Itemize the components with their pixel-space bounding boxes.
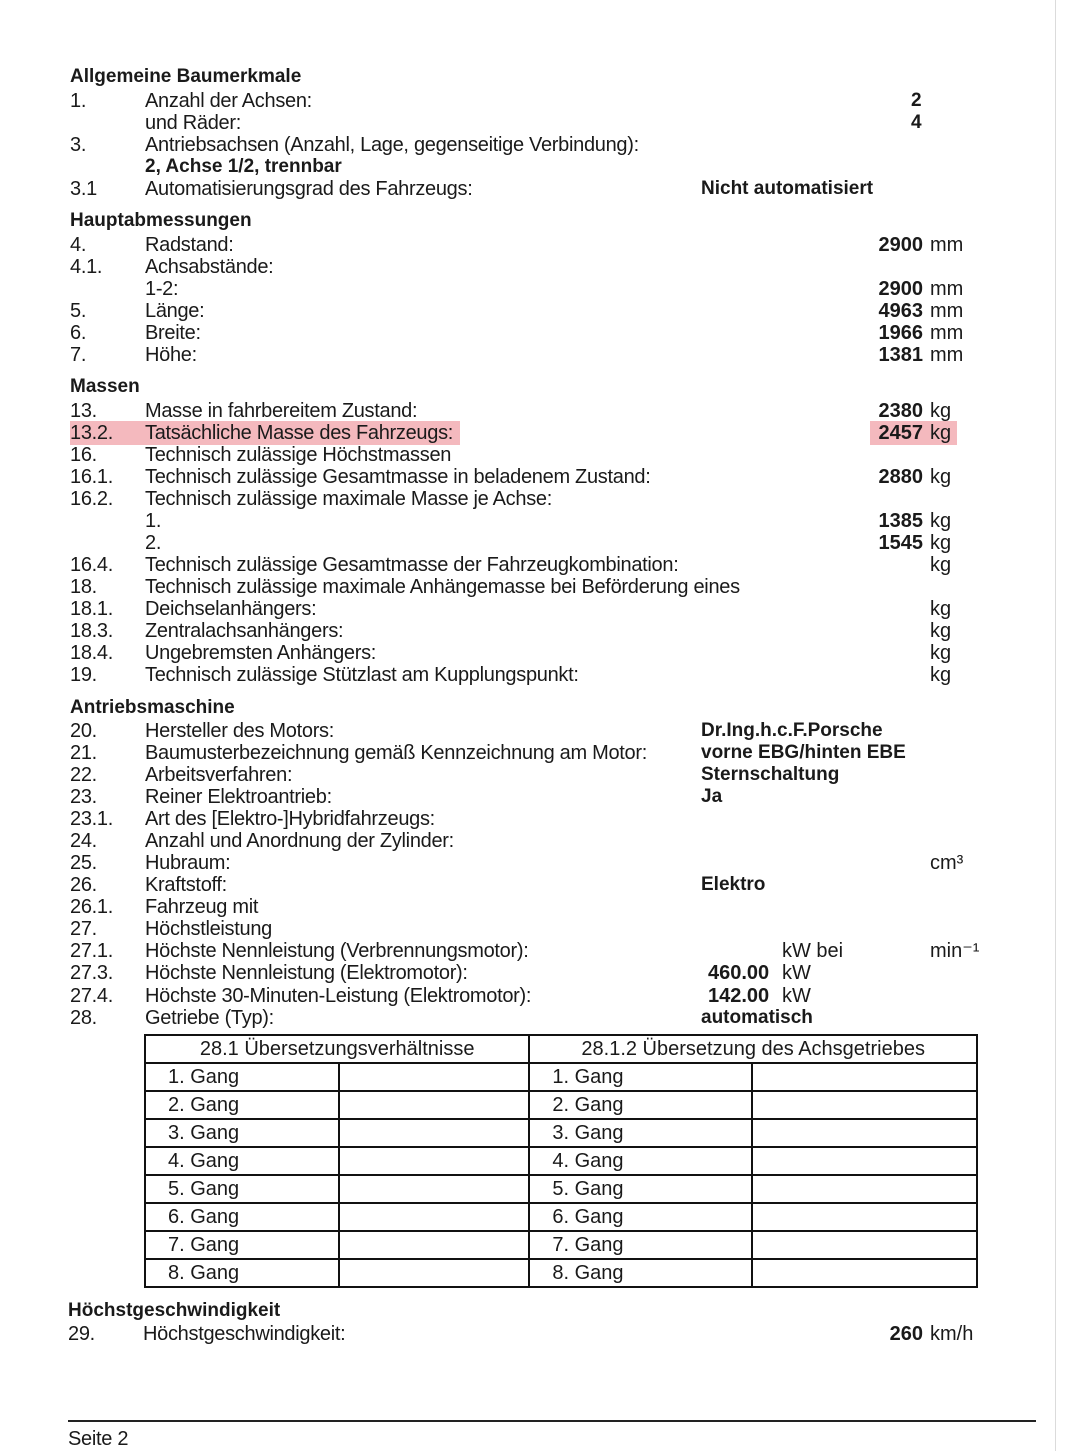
row-unit: kg bbox=[930, 598, 952, 620]
row-value: Nicht automatisiert bbox=[701, 178, 874, 199]
row-number: 29. bbox=[68, 1323, 95, 1345]
gear-cell: 8. Gang bbox=[529, 1259, 751, 1287]
row-unit: kg bbox=[930, 642, 952, 664]
row-number: 23.1. bbox=[70, 808, 113, 830]
row-value: 2, Achse 1/2, trennbar bbox=[145, 156, 342, 177]
row-unit: km/h bbox=[930, 1323, 974, 1345]
row-label: Antriebsachsen (Anzahl, Lage, gegenseitige Verbindung): bbox=[145, 134, 639, 156]
row-unit: kg bbox=[930, 532, 952, 554]
row-number: 6. bbox=[70, 322, 87, 344]
row-unit: kW bbox=[782, 985, 811, 1007]
table-row bbox=[145, 1147, 977, 1175]
row-value: 142.00 bbox=[708, 985, 770, 1007]
row-value: 2380 bbox=[878, 400, 923, 422]
table-header-right: 28.1.2 Übersetzung des Achsgetriebes bbox=[529, 1035, 977, 1063]
row-label: 1. bbox=[145, 510, 162, 532]
section-allgemeine: Allgemeine Baumerkmale bbox=[70, 66, 302, 87]
gear-cell: 6. Gang bbox=[145, 1203, 339, 1231]
row-unit: kW bbox=[782, 962, 811, 984]
row-label: Masse in fahrbereitem Zustand: bbox=[145, 400, 418, 422]
footer-divider bbox=[68, 1420, 1036, 1422]
row-unit: kW bei bbox=[782, 940, 844, 962]
row-label: Fahrzeug mit bbox=[145, 896, 259, 918]
row-label: Höchstgeschwindigkeit: bbox=[143, 1323, 346, 1345]
gear-cell: 3. Gang bbox=[529, 1119, 751, 1147]
table-row bbox=[145, 1175, 977, 1203]
row-label: Höchste 30-Minuten-Leistung (Elektromotor): bbox=[145, 985, 532, 1007]
row-label: Höchstleistung bbox=[145, 918, 272, 940]
row-number: 16.1. bbox=[70, 466, 113, 488]
row-number: 16.2. bbox=[70, 488, 113, 510]
gear-cell: 4. Gang bbox=[145, 1147, 339, 1175]
table-row bbox=[145, 1119, 977, 1147]
gear-cell: 7. Gang bbox=[529, 1231, 751, 1259]
row-label: Kraftstoff: bbox=[145, 874, 227, 896]
row-number: 24. bbox=[70, 830, 97, 852]
table-row bbox=[145, 1231, 977, 1259]
row-number: 25. bbox=[70, 852, 97, 874]
row-label: Getriebe (Typ): bbox=[145, 1007, 274, 1029]
row-label: Technisch zulässige Stützlast am Kupplungspunkt: bbox=[145, 664, 579, 686]
ratio-cell bbox=[339, 1259, 530, 1287]
ratio-cell bbox=[339, 1119, 530, 1147]
row-number: 5. bbox=[70, 300, 87, 322]
row-label: 2. bbox=[145, 532, 162, 554]
scan-edge-line bbox=[1055, 0, 1056, 1451]
row-number: 16. bbox=[70, 444, 97, 466]
row-value: automatisch bbox=[701, 1007, 813, 1028]
ratio-cell bbox=[752, 1175, 977, 1203]
row-unit: mm bbox=[930, 300, 964, 322]
gear-cell: 2. Gang bbox=[145, 1091, 339, 1119]
row-unit: mm bbox=[930, 234, 964, 256]
row-unit: kg bbox=[930, 466, 952, 488]
row-label: Ungebremsten Anhängers: bbox=[145, 642, 377, 664]
row-label: Zentralachsanhängers: bbox=[145, 620, 344, 642]
row-number: 1. bbox=[70, 90, 87, 112]
row-label: Hubraum: bbox=[145, 852, 231, 874]
row-value: 4963 bbox=[878, 300, 923, 322]
ratio-cell bbox=[752, 1119, 977, 1147]
table-row bbox=[145, 1203, 977, 1231]
row-unit: kg bbox=[930, 620, 952, 642]
row-number: 16.4. bbox=[70, 554, 113, 576]
row-label: Technisch zulässige maximale Anhängemasse bei Beförderung eines bbox=[145, 576, 740, 598]
gear-cell: 4. Gang bbox=[529, 1147, 751, 1175]
row-value: 1545 bbox=[878, 532, 923, 554]
row-unit: kg bbox=[930, 510, 952, 532]
row-label: und Räder: bbox=[145, 112, 241, 134]
ratio-cell bbox=[339, 1063, 530, 1091]
ratio-cell bbox=[339, 1203, 530, 1231]
row-value: 460.00 bbox=[708, 962, 770, 984]
row-number: 18.4. bbox=[70, 642, 113, 664]
row-number: 27.3. bbox=[70, 962, 113, 984]
row-number: 26. bbox=[70, 874, 97, 896]
table-row bbox=[145, 1063, 977, 1091]
row-label: 1-2: bbox=[145, 278, 179, 300]
row-number: 27. bbox=[70, 918, 97, 940]
row-number: 23. bbox=[70, 786, 97, 808]
row-number: 13. bbox=[70, 400, 97, 422]
gear-ratio-table bbox=[144, 1034, 978, 1288]
ratio-cell bbox=[752, 1259, 977, 1287]
row-unit-secondary: min⁻¹ bbox=[930, 940, 980, 962]
row-label: Technisch zulässige Höchstmassen bbox=[145, 444, 452, 466]
table-header-left: 28.1 Übersetzungsverhältnisse bbox=[145, 1035, 529, 1063]
row-label: Deichselanhängers: bbox=[145, 598, 317, 620]
row-number: 4.1. bbox=[70, 256, 103, 278]
row-number: 18.1. bbox=[70, 598, 113, 620]
row-number: 19. bbox=[70, 664, 97, 686]
row-label: Technisch zulässige maximale Masse je Achse: bbox=[145, 488, 552, 510]
row-value: 2900 bbox=[878, 278, 923, 300]
row-value: 2 bbox=[911, 90, 922, 111]
row-number: 28. bbox=[70, 1007, 97, 1029]
section-hoechstgeschwindigkeit: Höchstgeschwindigkeit bbox=[68, 1300, 281, 1321]
row-value: 1381 bbox=[878, 344, 923, 366]
row-label: Art des [Elektro-]Hybridfahrzeugs: bbox=[145, 808, 435, 830]
row-number: 13.2. bbox=[70, 422, 113, 444]
gear-cell: 5. Gang bbox=[529, 1175, 751, 1203]
row-unit: mm bbox=[930, 344, 964, 366]
gear-cell: 8. Gang bbox=[145, 1259, 339, 1287]
row-label: Reiner Elektroantrieb: bbox=[145, 786, 332, 808]
row-number: 27.1. bbox=[70, 940, 113, 962]
row-unit: mm bbox=[930, 322, 964, 344]
row-label: Breite: bbox=[145, 322, 201, 344]
page-number: Seite 2 bbox=[68, 1428, 129, 1450]
row-number: 26.1. bbox=[70, 896, 113, 918]
table-row bbox=[145, 1091, 977, 1119]
row-value: Elektro bbox=[701, 874, 766, 895]
ratio-cell bbox=[752, 1091, 977, 1119]
ratio-cell bbox=[339, 1091, 530, 1119]
row-label: Automatisierungsgrad des Fahrzeugs: bbox=[145, 178, 473, 200]
row-value: vorne EBG/hinten EBE bbox=[701, 742, 906, 763]
ratio-cell bbox=[752, 1063, 977, 1091]
row-unit: mm bbox=[930, 278, 964, 300]
section-antriebsmaschine: Antriebsmaschine bbox=[70, 697, 235, 718]
row-value: Sternschaltung bbox=[701, 764, 840, 785]
row-value: Ja bbox=[701, 786, 723, 807]
row-number: 7. bbox=[70, 344, 87, 366]
row-label: Technisch zulässige Gesamtmasse in beladenem Zustand: bbox=[145, 466, 651, 488]
row-value: 2457 bbox=[878, 422, 923, 444]
row-number: 20. bbox=[70, 720, 97, 742]
gear-cell: 5. Gang bbox=[145, 1175, 339, 1203]
ratio-cell bbox=[339, 1175, 530, 1203]
ratio-cell bbox=[752, 1203, 977, 1231]
gear-cell: 7. Gang bbox=[145, 1231, 339, 1259]
row-value: Dr.Ing.h.c.F.Porsche bbox=[701, 720, 883, 741]
row-value: 260 bbox=[889, 1323, 923, 1345]
ratio-cell bbox=[339, 1147, 530, 1175]
row-unit: kg bbox=[930, 554, 952, 576]
row-number: 18.3. bbox=[70, 620, 113, 642]
row-label: Höchste Nennleistung (Verbrennungsmotor): bbox=[145, 940, 529, 962]
gear-cell: 6. Gang bbox=[529, 1203, 751, 1231]
section-hauptabmessungen: Hauptabmessungen bbox=[70, 210, 252, 231]
row-unit: cm³ bbox=[930, 852, 964, 874]
table-row bbox=[145, 1259, 977, 1287]
row-label: Anzahl und Anordnung der Zylinder: bbox=[145, 830, 454, 852]
row-value: 2900 bbox=[878, 234, 923, 256]
row-label: Technisch zulässige Gesamtmasse der Fahrzeugkombination: bbox=[145, 554, 679, 576]
row-label: Radstand: bbox=[145, 234, 234, 256]
row-number: 3.1 bbox=[70, 178, 97, 200]
row-unit: kg bbox=[930, 664, 952, 686]
row-label: Länge: bbox=[145, 300, 205, 322]
row-label: Arbeitsverfahren: bbox=[145, 764, 293, 786]
row-unit: kg bbox=[930, 422, 952, 444]
row-value: 2880 bbox=[878, 466, 923, 488]
row-number: 18. bbox=[70, 576, 97, 598]
ratio-cell bbox=[339, 1231, 530, 1259]
row-value: 1385 bbox=[878, 510, 923, 532]
row-label: Anzahl der Achsen: bbox=[145, 90, 312, 112]
row-value: 4 bbox=[911, 112, 922, 133]
row-label: Achsabstände: bbox=[145, 256, 274, 278]
row-label: Tatsächliche Masse des Fahrzeugs: bbox=[145, 422, 454, 444]
row-label: Baumusterbezeichnung gemäß Kennzeichnung am Motor: bbox=[145, 742, 647, 764]
row-label: Höhe: bbox=[145, 344, 197, 366]
row-number: 22. bbox=[70, 764, 97, 786]
row-number: 27.4. bbox=[70, 985, 113, 1007]
gear-cell: 1. Gang bbox=[145, 1063, 339, 1091]
row-number: 4. bbox=[70, 234, 87, 256]
gear-cell: 3. Gang bbox=[145, 1119, 339, 1147]
row-unit: kg bbox=[930, 400, 952, 422]
row-value: 1966 bbox=[878, 322, 923, 344]
ratio-cell bbox=[752, 1147, 977, 1175]
ratio-cell bbox=[752, 1231, 977, 1259]
row-label: Höchste Nennleistung (Elektromotor): bbox=[145, 962, 468, 984]
section-massen: Massen bbox=[70, 376, 140, 397]
row-number: 3. bbox=[70, 134, 87, 156]
row-number: 21. bbox=[70, 742, 97, 764]
row-label: Hersteller des Motors: bbox=[145, 720, 335, 742]
gear-cell: 1. Gang bbox=[529, 1063, 751, 1091]
table-header-row bbox=[145, 1035, 977, 1063]
gear-cell: 2. Gang bbox=[529, 1091, 751, 1119]
